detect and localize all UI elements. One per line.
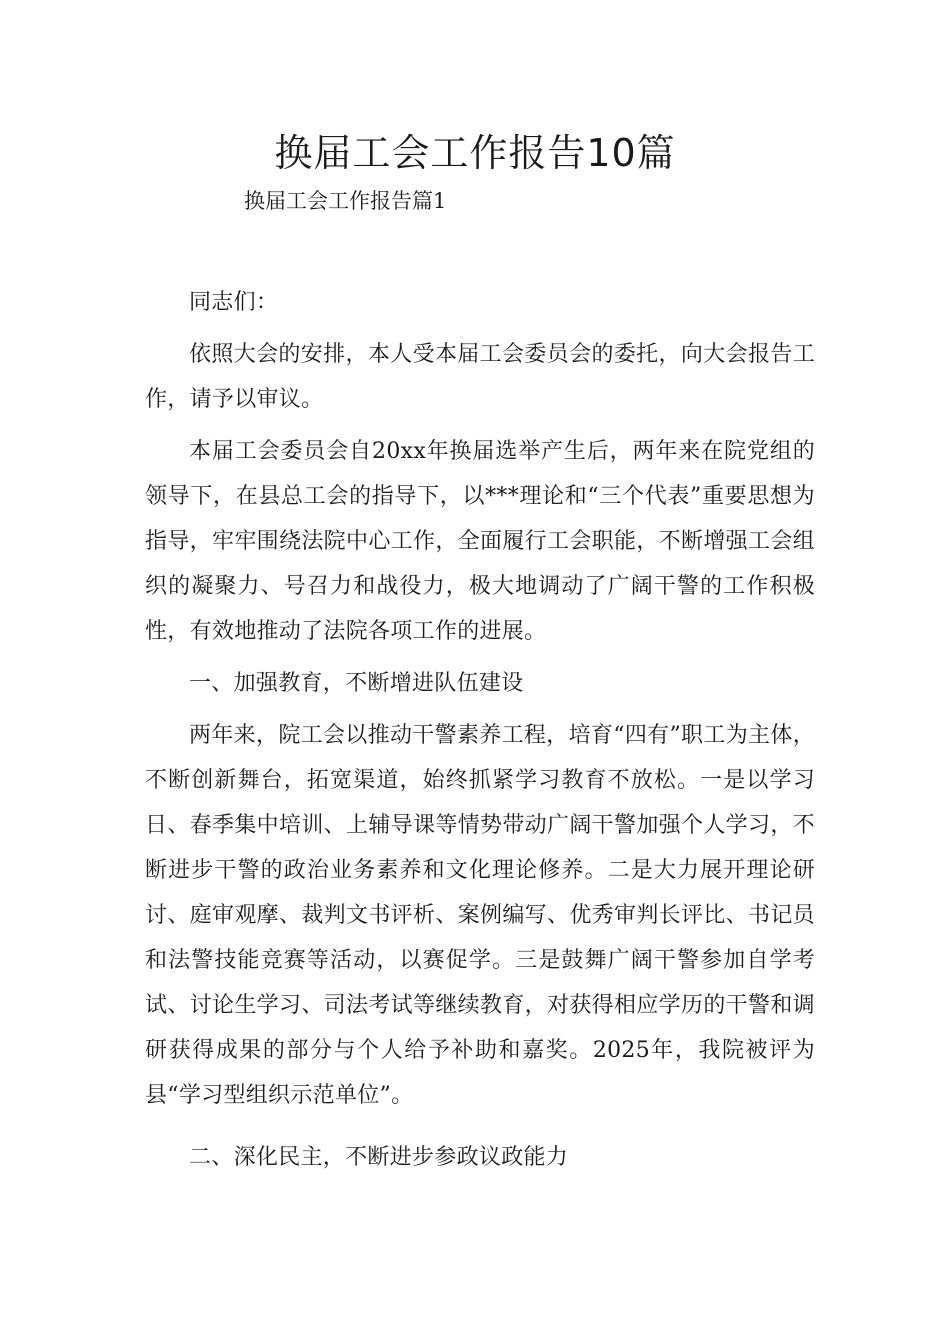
section-heading: 一、加强教育，不断增进队伍建设 (189, 671, 524, 696)
document-subtitle: 换届工会工作报告篇1 (244, 189, 447, 213)
body-paragraph: 本届工会委员会自20xx年换届选举产生后，两年来在院党组的领导下，在县总工会的指导下，以***理论和“三个代表”重要思想为指导，牢牢围绕法院中心工作，全面履行工会职能，不断增强工会组织的凝聚力、号召力和战役力，极大地调动了广阔干警的工作积极性，有效地推动了法院各项工作的进展。 (145, 439, 815, 644)
document-body (145, 280, 815, 1180)
document-title: 换届工会工作报告10篇 (274, 131, 676, 175)
body-paragraph: 依照大会的安排，本人受本届工会委员会的委托，向大会报告工作，请予以审议。 (145, 342, 815, 412)
section-heading: 二、深化民主，不断进步参政议政能力 (189, 1145, 569, 1170)
salutation-paragraph: 同志们： (189, 290, 279, 315)
body-paragraph: 两年来，院工会以推动干警素养工程，培育“四有”职工为主体，不断创新舞台，拓宽渠道，始终抓紧学习教育不放松。一是以学习日、春季集中培训、上辅导课等情势带动广阔干警加强个人学习，不断进步干警的政治业务素养和文化理论修养。二是大力展开理论研讨、庭审观摩、裁判文书评析、案例编写、优秀审判长评比、书记员和法警技能竞赛等活动，以赛促学。三是鼓舞广阔干警参加自学考试、讨论生学习、司法考试等继续教育，对获得相应学历的干警和调研获得成果的部分与个人给予补助和嘉奖。2025年，我院被评为县“学习型组织示范单位”。 (145, 723, 815, 1108)
